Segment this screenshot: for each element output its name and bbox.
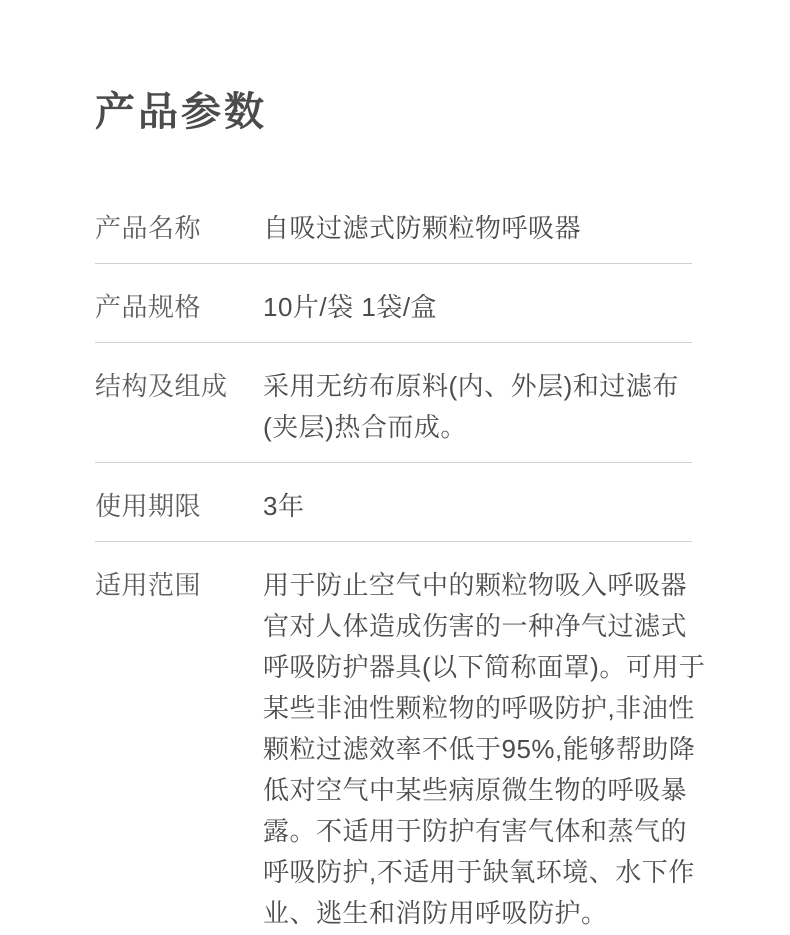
application-scope-value: 用于防止空气中的颗粒物吸入呼吸器官对人体造成伤害的一种净气过滤式呼吸防护器具(以下简称面罩)。可用于某些非油性颗粒物的呼吸防护,非油性颗粒过滤效率不低于95%,能够帮助降低对空气中某些病原微生物的呼吸暴露。不适用于防护有害气体和蒸气的呼吸防护,不适用于缺氧环境、水下作业、逃生和消防用呼吸防护。 <box>263 570 706 928</box>
page-title: 产品参数 <box>95 90 267 134</box>
spec-row-product-name <box>95 185 708 263</box>
spec-row-service-life <box>95 463 708 541</box>
service-life-label: 使用期限 <box>95 491 202 521</box>
spec-row-structure-composition <box>95 343 708 462</box>
service-life-value: 3年 <box>263 491 305 521</box>
spec-row-product-spec <box>95 264 708 342</box>
product-name-value: 自吸过滤式防颗粒物呼吸器 <box>263 213 582 243</box>
product-spec-value: 10片/袋 1袋/盒 <box>263 292 438 322</box>
structure-composition-label: 结构及组成 <box>95 371 228 401</box>
product-spec-label: 产品规格 <box>95 292 202 322</box>
spec-table <box>95 185 708 935</box>
application-scope-label: 适用范围 <box>95 570 202 600</box>
product-name-label: 产品名称 <box>95 213 202 243</box>
structure-composition-value: 采用无纺布原料(内、外层)和过滤布(夹层)热合而成。 <box>263 371 679 442</box>
spec-row-application-scope <box>95 542 708 935</box>
